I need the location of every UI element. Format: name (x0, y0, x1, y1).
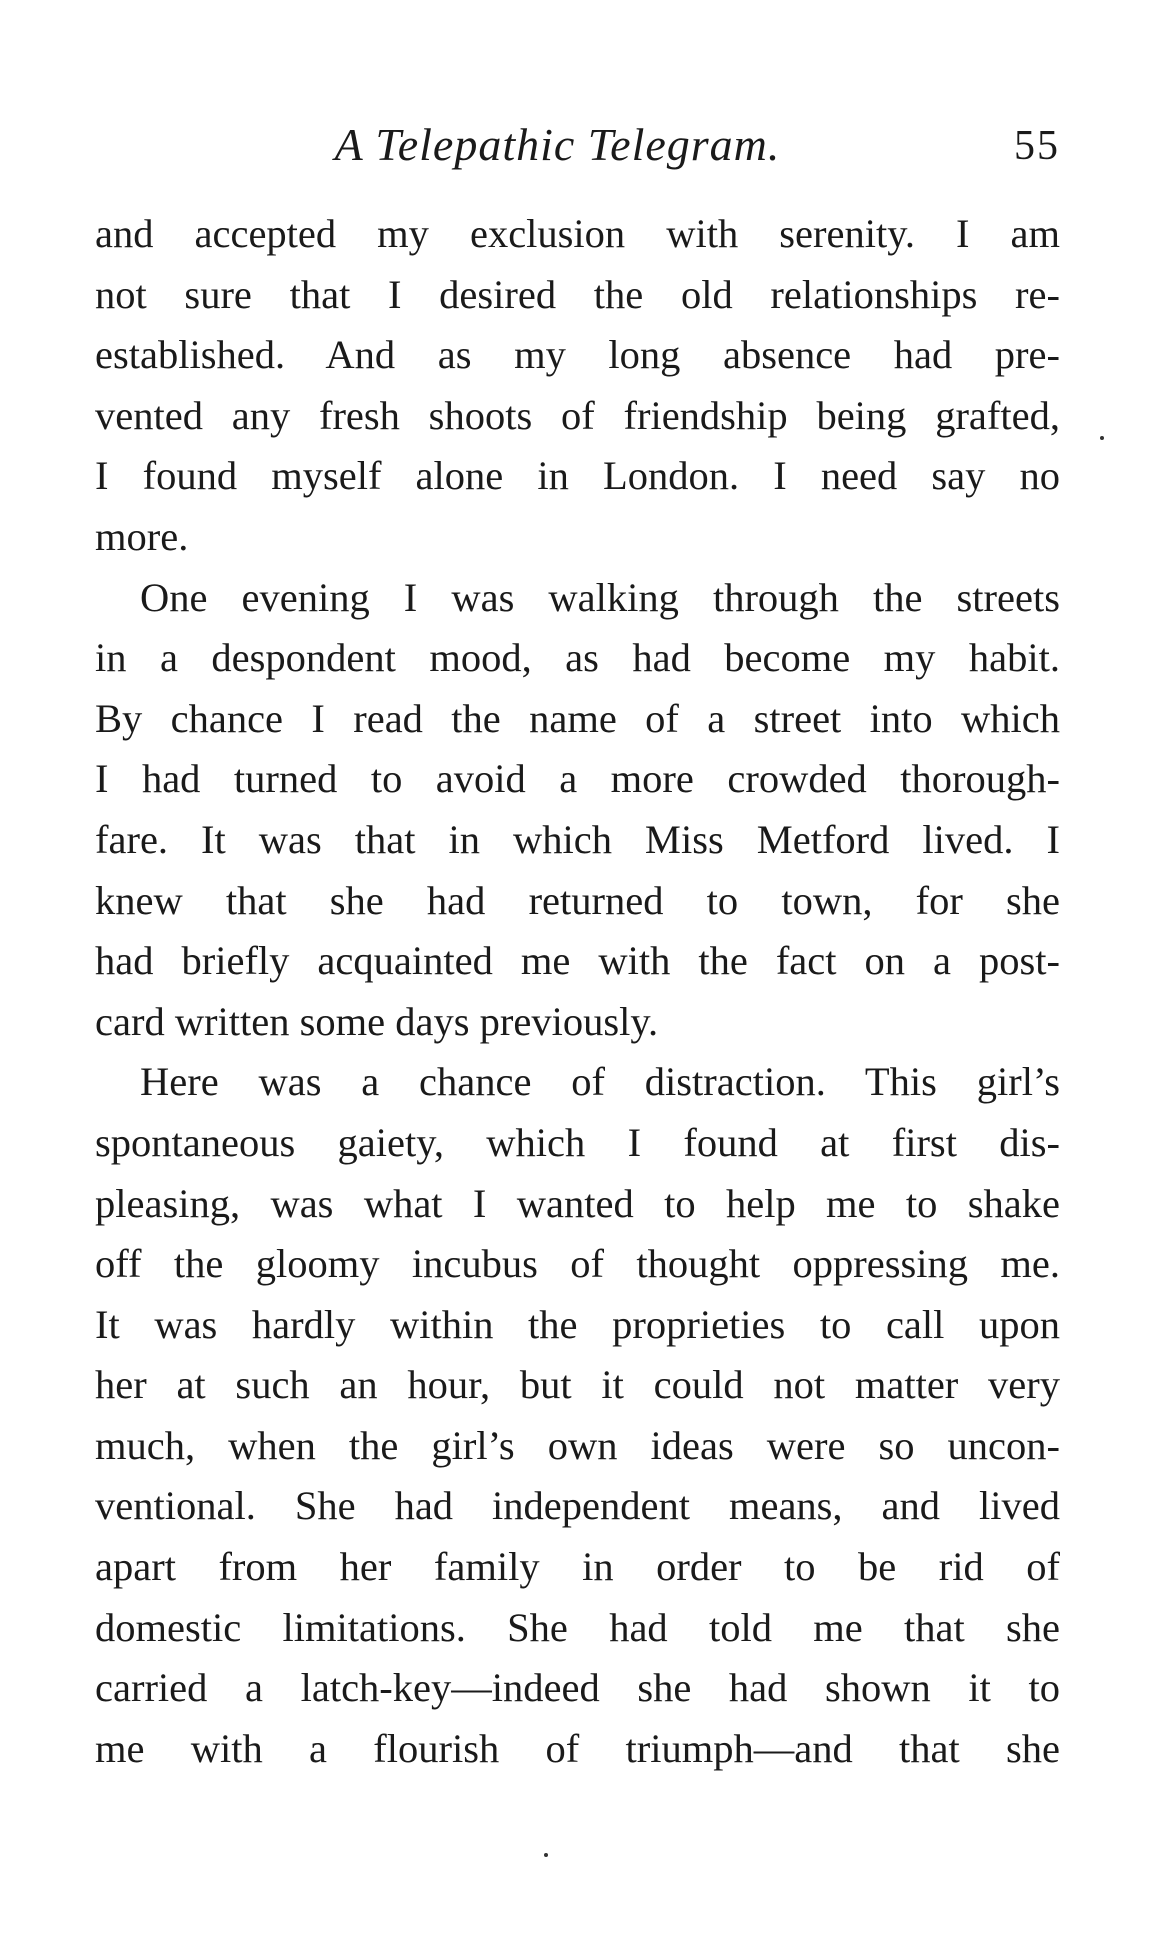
paragraph-2 (95, 568, 1060, 1053)
text-line: I had turned to avoid a more crowded thorough- (95, 756, 1060, 802)
page-number: 55 (1014, 123, 1060, 169)
text-line: much, when the girl’s own ideas were so uncon- (95, 1422, 1060, 1468)
text-line: apart from her family in order to be rid of (95, 1544, 1060, 1590)
text-line: ventional. She had independent means, and lived (95, 1483, 1060, 1529)
text-line: spontaneous gaiety, which I found at first dis- (95, 1119, 1060, 1165)
running-head (95, 118, 1060, 178)
text-line: in a despondent mood, as had become my habit. (95, 635, 1060, 681)
running-title: A Telepathic Telegram. (334, 119, 781, 170)
text-line: I found myself alone in London. I need say no (95, 453, 1060, 499)
print-speck (1100, 436, 1104, 440)
text-line: It was hardly within the proprieties to call upon (95, 1301, 1060, 1347)
text-line: me with a flourish of triumph—and that she (95, 1725, 1060, 1771)
text-line: One evening I was walking through the streets (140, 574, 1060, 620)
text-line: card written some days previously. (95, 998, 659, 1044)
text-line: pleasing, was what I wanted to help me to shake (95, 1180, 1060, 1226)
body-text (95, 204, 1060, 1779)
text-line: fare. It was that in which Miss Metford lived. I (95, 816, 1060, 862)
text-line: not sure that I desired the old relationships re- (95, 271, 1060, 317)
text-line: more. (95, 513, 189, 559)
text-line: Here was a chance of distraction. This girl’s (140, 1059, 1060, 1105)
text-line: carried a latch-key—indeed she had shown it to (95, 1665, 1060, 1711)
text-line: off the gloomy incubus of thought oppressing me. (95, 1241, 1060, 1287)
text-line: and accepted my exclusion with serenity. I am (95, 211, 1060, 256)
text-line: By chance I read the name of a street into which (95, 695, 1060, 741)
paragraph-1 (95, 204, 1060, 568)
paragraph-3 (95, 1052, 1060, 1779)
text-line: established. And as my long absence had pre- (95, 332, 1060, 378)
text-line: her at such an hour, but it could not matter very (95, 1362, 1060, 1408)
text-line: domestic limitations. She had told me that she (95, 1604, 1060, 1650)
text-line: had briefly acquainted me with the fact on a post- (95, 938, 1060, 984)
text-line: vented any fresh shoots of friendship being grafted, (95, 392, 1060, 438)
print-speck (544, 1853, 548, 1857)
text-line: knew that she had returned to town, for she (95, 877, 1060, 923)
